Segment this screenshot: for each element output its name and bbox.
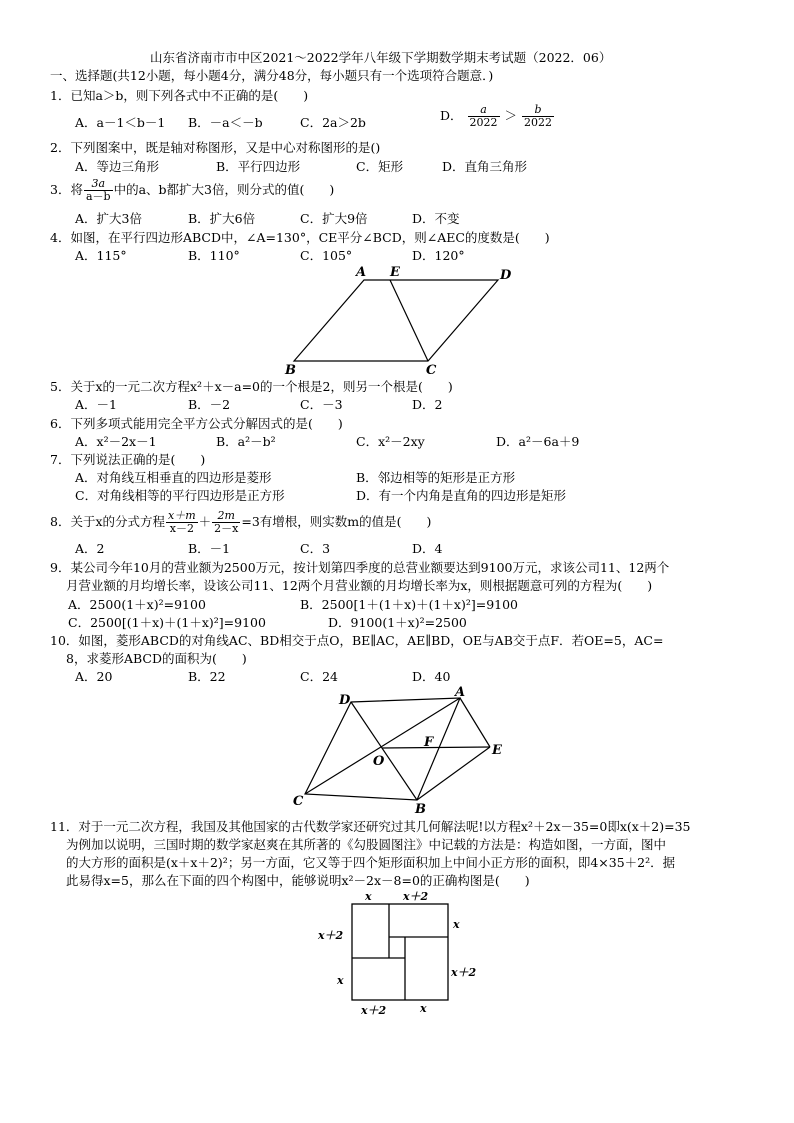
q7-option-c: C．对角线相等的平行四边形是正方形: [75, 488, 285, 503]
label-left-x-plus-2: x＋2: [318, 929, 344, 942]
q5-option-d: D．2: [412, 397, 443, 412]
label-a: A: [455, 685, 466, 700]
q1-stem: 1．已知a＞b，则下列各式中不正确的是( ): [50, 88, 309, 103]
q10-option-a: A．20: [75, 669, 113, 684]
q4-option-a: A．115°: [75, 248, 127, 263]
segment-oe: [382, 747, 490, 748]
q8-option-a: A．2: [75, 541, 105, 556]
diagonal-ac: [305, 698, 460, 794]
q2-option-d: D．直角三角形: [442, 159, 528, 174]
q5-option-c: C．－3: [300, 397, 343, 412]
q3-option-d: D．不变: [412, 211, 460, 226]
label-bottom-x-plus-2: x＋2: [361, 1004, 387, 1017]
q9-line2: 月营业额的月均增长率，设该公司11、12两个月营业额的月均增长率为x，则根据题意可列的方程为( ): [66, 578, 653, 593]
q11-line3: 的大方形的面积是(x＋x＋2)²；另一方面，它又等于四个矩形面积加上中间小正方形的面积，即4×35＋2²．据: [66, 855, 676, 870]
q6-stem: 6．下列多项式能用完全平方公式分解因式的是( ): [50, 416, 343, 431]
q3-option-a: A．扩大3倍: [75, 211, 142, 226]
q6-option-c: C．x²－2xy: [356, 434, 425, 449]
q1-option-a: A．a－1＜b－1: [75, 115, 166, 130]
q10-option-b: B．22: [188, 669, 226, 684]
q8-option-b: B．－1: [188, 541, 231, 556]
q5-stem: 5．关于x的一元二次方程x²＋x－a=0的一个根是2，则另一个根是( ): [50, 379, 453, 394]
q8-fraction2: $\frac{2m}{2-x}$: [214, 509, 239, 535]
segment-ce: [390, 280, 428, 361]
label-e: E: [492, 743, 502, 758]
q6-option-b: B．a²－b²: [216, 434, 276, 449]
outer-square: [352, 904, 448, 1000]
q9-option-a: A．2500(1＋x)²=9100: [68, 597, 206, 612]
label-top-x: x: [365, 890, 372, 903]
q2-option-a: A．等边三角形: [75, 159, 160, 174]
label-f: F: [424, 735, 434, 750]
q11-line4: 此易得x=5，那么在下面的四个构图中，能够说明x²－2x－8=0的正确构图是( ): [66, 873, 530, 888]
q3-option-c: C．扩大9倍: [300, 211, 368, 226]
q9-option-d: D．9100(1＋x)²=2500: [328, 615, 467, 630]
label-d: D: [339, 693, 351, 708]
q11-square-figure: [315, 890, 485, 1020]
label-a: A: [356, 265, 367, 280]
q7-option-a: A．对角线互相垂直的四边形是菱形: [75, 470, 272, 485]
q1-d-fraction2: $\frac{b}{2022}$: [524, 103, 552, 129]
label-left-x: x: [337, 974, 344, 987]
q4-option-b: B．110°: [188, 248, 240, 263]
q5-option-b: B．－2: [188, 397, 231, 412]
q8-option-c: C．3: [300, 541, 331, 556]
q7-stem: 7．下列说法正确的是( ): [50, 452, 206, 467]
q8-fraction1: $\frac{x+m}{x-2}$: [168, 509, 196, 535]
q10-rhombus-figure: [285, 684, 510, 819]
q8-stem: 8．关于x的分式方程 $\frac{x+m}{x-2}$ ＋ $\frac{2m}{2-x}$ =3有增根，则实数m的值是( ): [50, 509, 432, 535]
q4-option-c: C．105°: [300, 248, 353, 263]
q5-option-a: A．－1: [75, 397, 117, 412]
label-top-x-plus-2: x＋2: [403, 890, 429, 903]
q10-option-d: D．40: [412, 669, 451, 684]
q10-option-c: C．24: [300, 669, 338, 684]
q3-option-b: B．扩大6倍: [188, 211, 256, 226]
q4-option-d: D．120°: [412, 248, 465, 263]
q4-stem: 4．如图，在平行四边形ABCD中，∠A=130°，CE平分∠BCD，则∠AEC的度数是( ): [50, 230, 550, 245]
q3-stem: 3．将 $\frac{3a}{a-b}$ 中的a、b都扩大3倍，则分式的值( ): [50, 177, 335, 203]
segment-ae: [460, 698, 490, 747]
section-heading: 一、选择题(共12小题，每小题4分，满分48分，每小题只有一个选项符合题意．): [50, 68, 494, 83]
q9-option-b: B．2500[1＋(1＋x)＋(1＋x)²]=9100: [300, 597, 519, 612]
label-d: D: [500, 268, 512, 283]
diagonal-bd: [351, 702, 417, 800]
page-title: 山东省济南市市中区2021～2022学年八年级下学期数学期末考试题（2022．06）: [150, 50, 612, 65]
label-e: E: [390, 265, 400, 280]
q6-option-d: D．a²－6a＋9: [496, 434, 580, 449]
q1-d-gt: ＞: [504, 108, 518, 123]
label-right-x: x: [453, 918, 460, 931]
q1-option-b: B．－a＜－b: [188, 115, 263, 130]
q1-option-d: [440, 104, 555, 129]
q4-parallelogram-figure: [280, 262, 520, 377]
label-b: B: [285, 363, 296, 377]
label-c: C: [426, 363, 437, 377]
q7-option-d: D．有一个内角是直角的四边形是矩形: [356, 488, 567, 503]
q11-line1: 11．对于一元二次方程，我国及其他国家的古代数学家还研究过其几何解法呢!以方程x²＋2x－35=0即x(x＋2)=35: [50, 819, 691, 834]
label-b: B: [415, 802, 426, 817]
q11-line2: 为例加以说明，三国时期的数学家赵爽在其所著的《勾股圆图注》中记载的方法是：构造如图，一方面，图中: [66, 837, 667, 852]
q10-line2: 8，求菱形ABCD的面积为( ): [66, 651, 247, 666]
q9-option-c: C．2500[(1＋x)＋(1＋x)²]=9100: [68, 615, 266, 630]
label-c: C: [293, 794, 304, 809]
q8-option-d: D．4: [412, 541, 443, 556]
label-right-x-plus-2: x＋2: [451, 966, 477, 979]
q3-fraction: $\frac{3a}{a-b}$: [85, 177, 111, 203]
label-o: O: [373, 754, 385, 769]
q7-option-b: B．邻边相等的矩形是正方形: [356, 470, 516, 485]
q6-option-a: A．x²－2x－1: [75, 434, 157, 449]
label-bottom-x: x: [420, 1002, 427, 1015]
q2-stem: 2．下列图案中，既是轴对称图形，又是中心对称图形的是(): [50, 140, 381, 155]
q1-option-c: C．2a＞2b: [300, 115, 366, 130]
q10-line1: 10．如图，菱形ABCD的对角线AC、BD相交于点O，BE∥AC，AE∥BD，OE与AB交于点F．若OE=5，AC=: [50, 633, 664, 648]
q2-option-b: B．平行四边形: [216, 159, 301, 174]
q1-d-fraction1: $\frac{a}{2022}$: [469, 103, 498, 129]
q2-option-c: C．矩形: [356, 159, 404, 174]
q1-d-prefix: D．: [440, 108, 463, 123]
q9-line1: 9．某公司今年10月的营业额为2500万元，按计划第四季度的总营业额要达到9100万元，求该公司11、12两个: [50, 560, 670, 575]
